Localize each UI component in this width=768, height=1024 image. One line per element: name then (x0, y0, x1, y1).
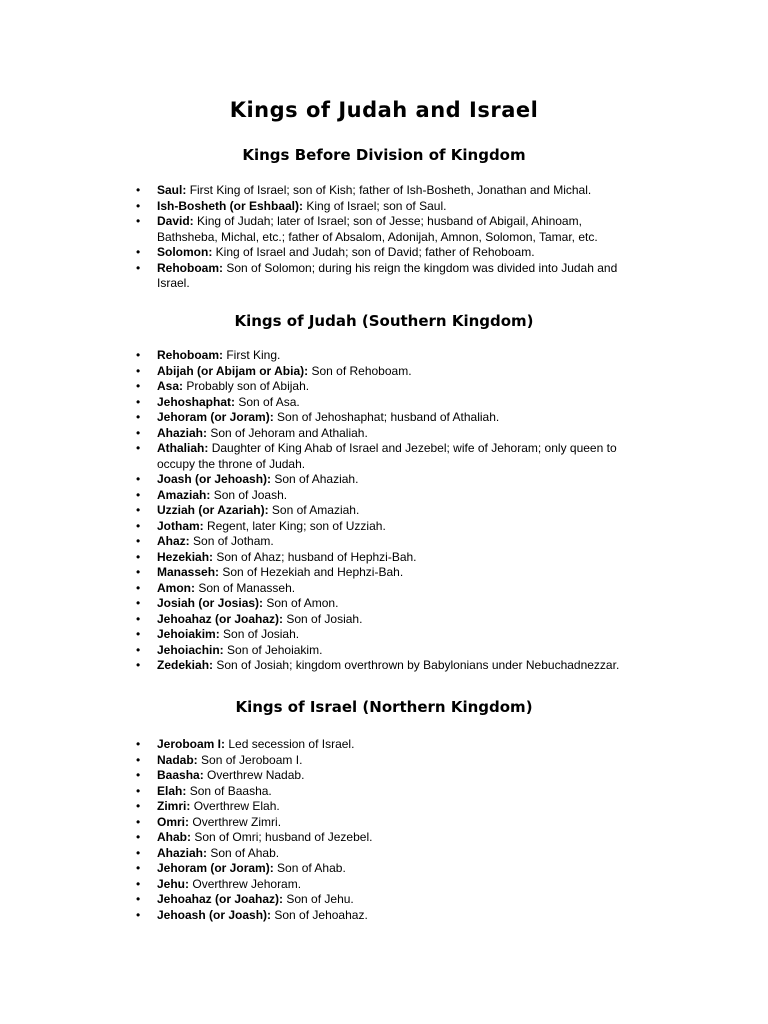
king-name: Abijah (or Abijam or Abia): (157, 363, 309, 378)
king-name: Joash (or Jehoash): (157, 472, 272, 486)
king-description: Son of Josiah. (286, 611, 363, 626)
list-item (136, 426, 636, 442)
king-description: Son of Ahaziah. (274, 472, 359, 486)
king-name: Jehoram (or Joram): (157, 861, 274, 875)
list-item (136, 658, 636, 674)
king-description: Son of Ahab. (210, 845, 280, 860)
list-item (136, 472, 636, 488)
list-item (136, 861, 636, 877)
king-description: Overthrew Nadab. (207, 768, 305, 782)
king-name: David: (157, 214, 194, 228)
list-judah (136, 348, 636, 674)
list-item (136, 379, 636, 395)
king-name: Rehoboam: (157, 348, 223, 362)
king-description: Probably son of Abijah. (186, 379, 310, 393)
king-name: Saul: (157, 183, 187, 197)
document-title: Kings of Judah and Israel (229, 98, 539, 122)
list-item (136, 550, 636, 566)
list-item (136, 348, 636, 364)
list-item (136, 815, 636, 831)
king-name: Jehu: (157, 876, 190, 891)
king-name: Jehoiachin: (157, 642, 224, 657)
king-description: King of Israel and Judah; son of David; father of Rehoboam. (215, 245, 535, 259)
list-item (136, 214, 636, 245)
king-description: Son of Jeroboam I. (201, 752, 303, 767)
king-description: Son of Amaziah. (271, 503, 360, 517)
king-name: Baasha: (157, 768, 204, 782)
king-description: Son of Rehoboam. (311, 363, 412, 378)
king-description: Son of Asa. (238, 394, 300, 409)
king-name: Jehoiakim: (157, 627, 220, 641)
king-description: Son of Ahaz; husband of Hephzi-Bah. (216, 549, 417, 564)
king-description: King of Judah; later of Israel; son of Jesse; husband of Abigail, Ahinoam, Bathsheba, Michal, etc.; father of Absalom, Adonijah, Amnon, Solomon, Tamar, etc. (157, 214, 598, 244)
king-description: Overthrew Elah. (193, 799, 280, 813)
list-item (136, 581, 636, 597)
king-name: Asa: (157, 379, 184, 393)
list-item (136, 596, 636, 612)
king-description: Overthrew Jehoram. (192, 876, 302, 891)
list-item (136, 503, 636, 519)
list-item (136, 830, 636, 846)
king-description: Regent, later King; son of Uzziah. (207, 518, 386, 533)
king-name: Amon: (157, 580, 195, 595)
king-description: Son of Jehu. (286, 892, 354, 906)
king-name: Solomon: (157, 245, 213, 259)
king-description: Son of Jehoahaz. (274, 907, 368, 922)
king-description: Son of Josiah; kingdom overthrown by Babylonians under Nebuchadnezzar. (216, 658, 620, 672)
list-item (136, 245, 636, 261)
king-name: Hezekiah: (157, 549, 214, 564)
list-item (136, 364, 636, 380)
list-item (136, 261, 636, 292)
king-description: Son of Solomon; during his reign the kingdom was divided into Judah and Israel. (157, 260, 618, 290)
list-item (136, 199, 636, 215)
list-item (136, 768, 636, 784)
list-item (136, 534, 636, 550)
list-item (136, 410, 636, 426)
king-name: Jeroboam I: (157, 737, 226, 751)
list-item (136, 519, 636, 535)
king-name: Zimri: (157, 799, 191, 813)
king-description: Son of Ahab. (277, 861, 346, 875)
king-name: Omri: (157, 814, 190, 829)
list-item (136, 612, 636, 628)
list-item (136, 183, 636, 199)
king-name: Jehoshaphat: (157, 394, 236, 409)
king-description: Son of Hezekiah and Hephzi-Bah. (222, 565, 404, 579)
list-item (136, 877, 636, 893)
section-heading-before-division: Kings Before Division of Kingdom (242, 146, 526, 164)
king-name: Ahaziah: (157, 425, 208, 440)
list-item (136, 799, 636, 815)
king-description: Son of Manasseh. (198, 580, 296, 595)
king-description: First King of Israel; son of Kish; father of Ish-Bosheth, Jonathan and Michal. (189, 183, 592, 197)
list-item (136, 892, 636, 908)
king-name: Nadab: (157, 752, 198, 767)
list-item (136, 784, 636, 800)
king-description: Son of Jehoiakim. (227, 642, 323, 657)
king-description: Son of Jehoram and Athaliah. (210, 425, 368, 440)
king-description: Son of Jehoshaphat; husband of Athaliah. (277, 410, 500, 424)
list-before-division (136, 183, 636, 292)
king-description: Son of Baasha. (189, 783, 272, 798)
list-item (136, 846, 636, 862)
list-item (136, 737, 636, 753)
section-heading-israel: Kings of Israel (Northern Kingdom) (235, 698, 533, 716)
king-name: Jehoahaz (or Joahaz): (157, 892, 284, 906)
king-name: Ahab: (157, 830, 191, 844)
king-name: Jehoahaz (or Joahaz): (157, 611, 284, 626)
list-item (136, 908, 636, 924)
king-name: Athaliah: (157, 441, 209, 455)
king-description: Son of Omri; husband of Jezebel. (194, 830, 373, 844)
king-name: Uzziah (or Azariah): (157, 503, 269, 517)
king-description: Son of Jotham. (193, 534, 274, 548)
king-name: Josiah (or Josias): (157, 596, 264, 610)
king-name: Amaziah: (157, 487, 211, 502)
list-item (136, 395, 636, 411)
list-israel (136, 737, 636, 923)
list-item (136, 565, 636, 581)
king-name: Jehoash (or Joash): (157, 907, 272, 922)
king-description: Led secession of Israel. (228, 737, 355, 751)
king-description: Daughter of King Ahab of Israel and Jezebel; wife of Jehoram; only queen to occupy the throne of Judah. (157, 441, 617, 471)
king-name: Jehoram (or Joram): (157, 410, 274, 424)
king-description: Overthrew Zimri. (192, 814, 282, 829)
king-description: King of Israel; son of Saul. (306, 198, 447, 213)
king-name: Ahaziah: (157, 845, 208, 860)
king-description: Son of Amon. (266, 596, 339, 610)
king-name: Ahaz: (157, 534, 190, 548)
list-item (136, 488, 636, 504)
king-name: Zedekiah: (157, 658, 214, 672)
king-name: Manasseh: (157, 565, 220, 579)
section-heading-judah: Kings of Judah (Southern Kingdom) (234, 312, 534, 330)
king-description: Son of Josiah. (223, 627, 300, 641)
list-item (136, 441, 636, 472)
king-name: Rehoboam: (157, 260, 223, 275)
king-description: First King. (226, 348, 281, 362)
king-name: Ish-Bosheth (or Eshbaal): (157, 198, 304, 213)
king-name: Jotham: (157, 518, 204, 533)
list-item (136, 643, 636, 659)
king-description: Son of Joash. (213, 487, 288, 502)
king-name: Elah: (157, 783, 187, 798)
list-item (136, 627, 636, 643)
list-item (136, 753, 636, 769)
